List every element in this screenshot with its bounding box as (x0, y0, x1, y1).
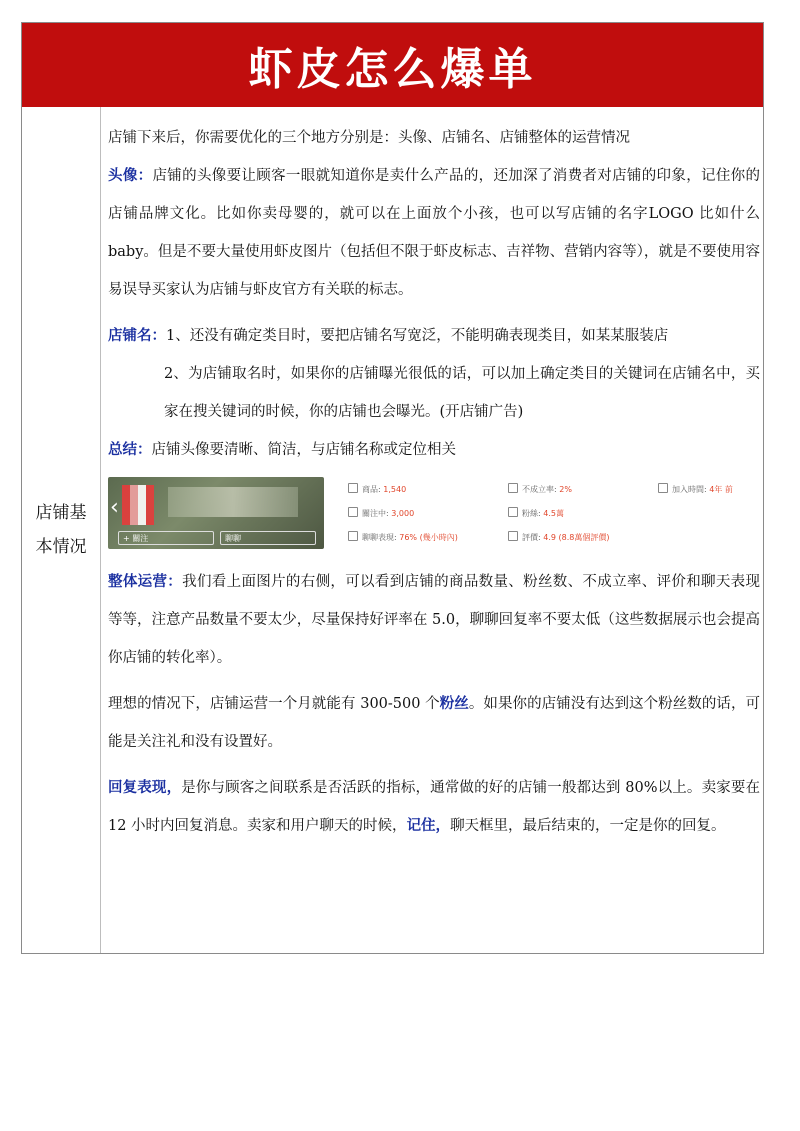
side-label-line: 店铺基 (35, 503, 87, 523)
operation-paragraph (108, 563, 760, 677)
follower-icon (508, 507, 518, 517)
shop-stats-grid (348, 477, 760, 549)
summary-label: 总结： (108, 441, 152, 458)
intro-paragraph: 店铺下来后，你需要优化的三个地方分别是：头像、店铺名、店铺整体的运营情况 (108, 130, 630, 146)
avatar-text: 店铺的头像要让顾客一眼就知道你是卖什么产品的，还加深了消费者对店铺的印象，记住你的店铺品牌文化。比如你卖母婴的，就可以在上面放个小孩，也可以写店铺的名字LOGO 比如什么 baby。但是不要大量使用虾皮图片（包括但不限于虾皮标志、吉祥物、营销内容等），就是不要使用容易误导买家认为店铺与虾皮官方有关联的标志。 (108, 168, 761, 298)
shopname-label: 店铺名： (108, 327, 166, 344)
chat-button[interactable]: 聊聊 (220, 531, 316, 545)
join-icon (658, 483, 668, 493)
chevron-left-icon: ‹ (110, 495, 119, 520)
stat-rating: 評價: 4.9 (8.8萬個評價) (508, 531, 658, 543)
shop-banner-image (108, 477, 324, 549)
reply-paragraph (108, 769, 760, 845)
rate-icon (508, 483, 518, 493)
reply-text-2: 聊天框里，最后结束的，一定是你的回复。 (450, 818, 726, 834)
reply-highlight: 记住， (406, 817, 451, 834)
avatar-paragraph (108, 157, 760, 309)
reply-text-1: 是你与顾客之间联系是否活跃的指标，通常做的好的店铺一般都达到 80%以上。卖家要在 12 小时内回复消息。卖家和用户聊天的时候， (108, 780, 760, 834)
stat-following: 關注中: 3,000 (348, 507, 508, 519)
side-label-column (22, 107, 101, 953)
document-sheet (21, 22, 764, 954)
operation-label: 整体运营： (108, 573, 183, 590)
chat-icon (348, 531, 358, 541)
star-icon (508, 531, 518, 541)
fans-icon (348, 507, 358, 517)
ideal-text-before: 理想的情况下，店铺运营一个月就能有 300-500 个 (108, 696, 440, 712)
avatar-label: 头像： (108, 167, 153, 184)
operation-text: 我们看上面图片的右侧，可以看到店铺的商品数量、粉丝数、不成立率、评价和聊天表现等等，注意产品数量不要太少，尽量保持好评率在 5.0，聊聊回复率不要太低（这些数据展示也会提高你店铺的转化率）。 (108, 574, 761, 666)
content-area (108, 119, 760, 845)
stat-cancel-rate: 不成立率: 2% (508, 483, 658, 495)
reply-label: 回复表现， (108, 779, 182, 796)
stat-products: 商品: 1,540 (348, 483, 508, 495)
stat-followers: 粉絲: 4.5萬 (508, 507, 658, 519)
shopname-item-1 (108, 317, 760, 355)
side-label-line: 本情况 (35, 537, 87, 557)
title-banner (22, 23, 763, 107)
follow-button[interactable]: + 關注 (118, 531, 214, 545)
ideal-paragraph (108, 685, 760, 761)
shop-avatar-blurred (122, 485, 154, 525)
shop-profile-screenshot (108, 477, 760, 549)
product-icon (348, 483, 358, 493)
ideal-text-after: 。如果你的店铺没有达到这个粉丝数的话，可能是关注礼和没有设置好。 (108, 696, 760, 750)
side-label (29, 496, 93, 564)
shopname-item-2: 2、为店铺取名时，如果你的店铺曝光很低的话，可以加上确定类目的关键词在店铺名中，买家在搜关键词的时候，你的店铺也会曝光。(开店铺广告) (164, 366, 760, 420)
page-title: 虾皮怎么爆单 (248, 44, 537, 95)
summary-paragraph (108, 431, 760, 469)
ideal-highlight: 粉丝 (439, 695, 469, 712)
summary-text: 店铺头像要清晰、简洁，与店铺名称或定位相关 (151, 442, 456, 458)
shop-name-blurred (168, 487, 298, 517)
stat-joined: 加入時間: 4年 前 (658, 483, 760, 495)
stat-chat-performance: 聊聊表現: 76% (幾小時內) (348, 531, 508, 543)
shopname-item-1-text: 1、还没有确定类目时，要把店铺名写宽泛，不能明确表现类目，如某某服装店 (166, 328, 669, 344)
